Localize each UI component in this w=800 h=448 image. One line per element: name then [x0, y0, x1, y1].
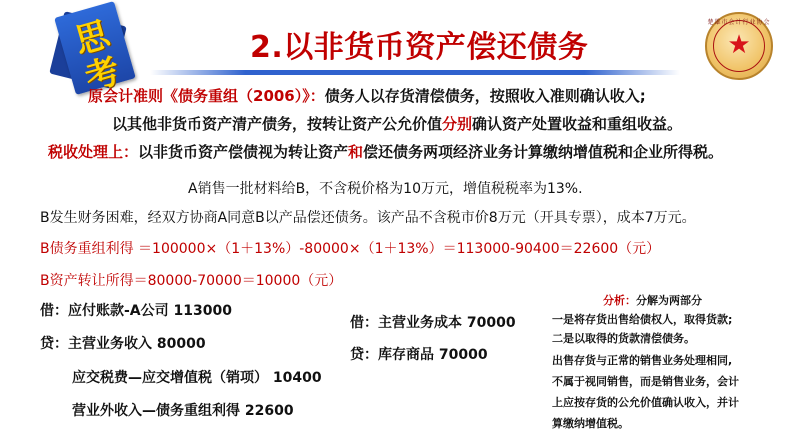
- badge-char-2: 考: [80, 51, 125, 99]
- journal-debit-payable: 借：应付账款-A公司 113000: [40, 303, 232, 319]
- badge-char-1: 思: [70, 14, 115, 63]
- rule-3-text-c: 偿还债务两项经济业务计算缴纳增值税和企业所得税。: [363, 143, 724, 161]
- analysis-line: 上应按存货的公允价值确认收入，并计: [552, 396, 739, 409]
- rule-2-text-a: 以其他非货币资产清产债务，按转让资产公允价值: [112, 115, 443, 133]
- example-line-2: B发生财务困难，经双方协商A同意B以产品偿还债务。该产品不含税市价8万元（开具专票），成本7万元。: [40, 210, 696, 226]
- analysis-heading: [603, 292, 702, 308]
- analysis-line: 算缴纳增值税。: [552, 417, 629, 430]
- star-icon: ★: [727, 30, 751, 60]
- rule-3-label: 税收处理上：: [48, 143, 139, 161]
- formula-asset-gain: B资产转让所得＝80000-70000＝10000（元）: [40, 273, 343, 289]
- association-seal: [705, 12, 773, 80]
- rule-3-text-a: 以非货币资产偿债视为转让资产: [138, 143, 349, 161]
- rule-3-emphasis: 和: [348, 143, 364, 161]
- journal-credit-revenue: 贷：主营业务收入 80000: [40, 336, 206, 352]
- rule-2-text-c: 确认资产处置收益和重组收益。: [472, 115, 683, 133]
- rule-1-source: 原会计准则《债务重组（2006）》：: [88, 87, 325, 105]
- title-underline: [150, 70, 680, 75]
- rule-2-emphasis: 分别: [442, 115, 473, 133]
- page-title: 2.以非货币资产偿还债务: [250, 30, 589, 65]
- analysis-line: 一是将存货出售给债权人，取得货款;: [552, 313, 733, 326]
- journal-debit-cost: 借：主营业务成本 70000: [350, 315, 516, 331]
- journal-credit-vat: 应交税费—应交增值税（销项） 10400: [72, 370, 322, 386]
- journal-credit-gain: 营业外收入—债务重组利得 22600: [72, 403, 294, 419]
- analysis-line: 不属于视同销售，而是销售业务，会计: [552, 375, 739, 388]
- seal-text: 楚雄市会计行业协会: [707, 19, 771, 26]
- rule-line-1: [88, 86, 646, 106]
- formula-debt-gain: B债务重组利得 ＝100000×（1＋13%）-80000×（1＋13%）＝113000-90400＝22600（元）: [40, 241, 661, 257]
- rule-line-3: [48, 142, 723, 162]
- badge-card: [54, 1, 136, 99]
- rule-1-text: 债务人以存货清偿债务，按照收入准则确认收入;: [324, 87, 646, 105]
- analysis-label-rest: 分解为两部分: [636, 294, 702, 307]
- rule-line-2: [112, 114, 682, 134]
- example-line-1: A销售一批材料给B，不含税价格为10万元，增值税税率为13%.: [188, 181, 583, 197]
- analysis-line: 二是以取得的货款清偿债务。: [552, 332, 695, 345]
- analysis-label: 分析：: [603, 294, 636, 307]
- analysis-line: 出售存货与正常的销售业务处理相同,: [552, 354, 733, 367]
- journal-credit-inventory: 贷：库存商品 70000: [350, 347, 488, 363]
